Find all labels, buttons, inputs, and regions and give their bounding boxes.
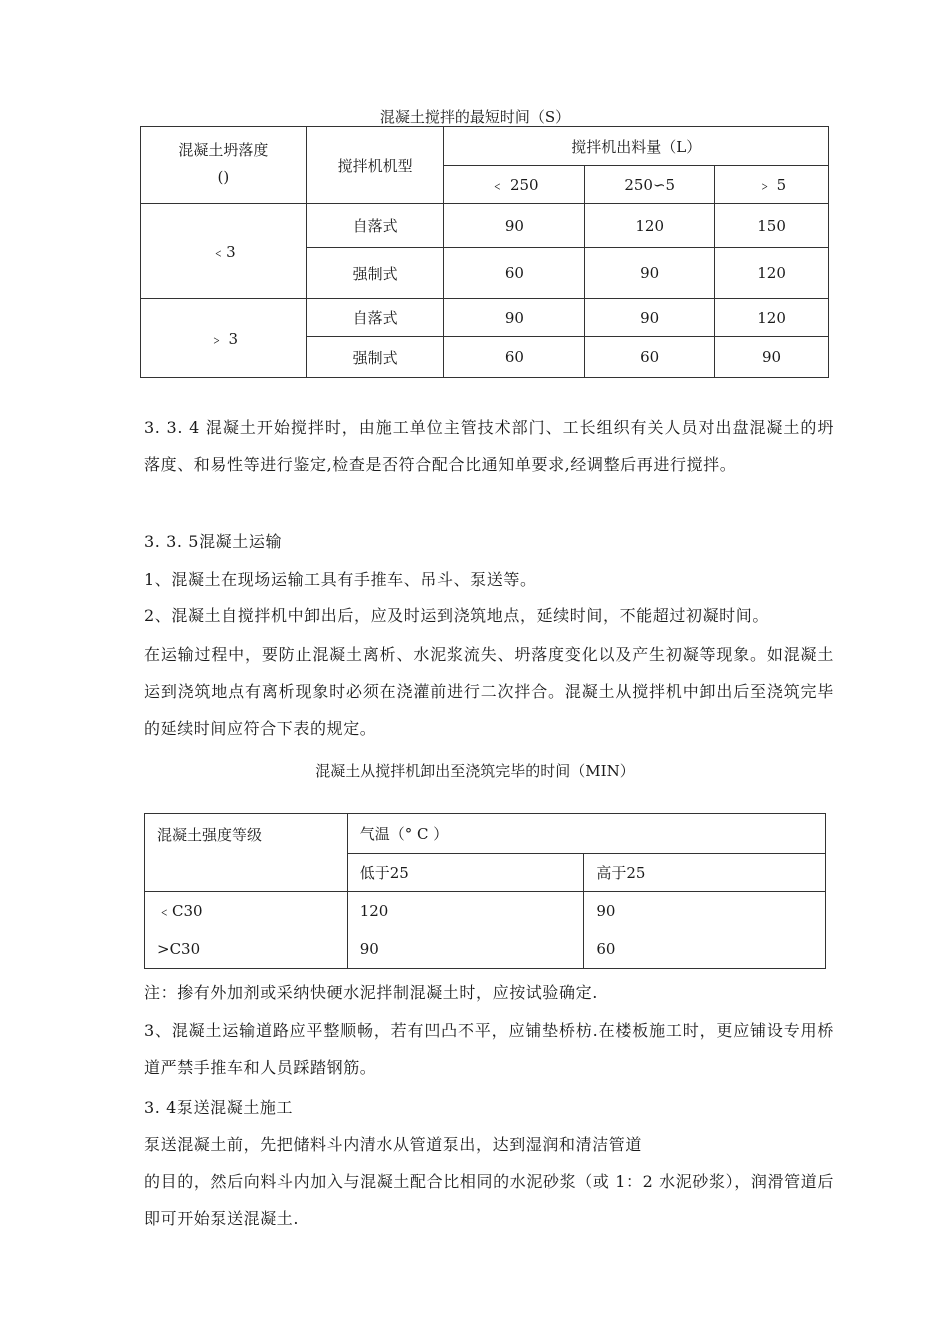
paragraph-transport: 在运输过程中，要防止混凝土离析、水泥浆流失、坍落度变化以及产生初凝等现象。如混凝土运到浇筑地点有离析现象时必须在浇灌前进行二次拌合。混凝土从搅拌机中卸出后至浇筑完毕的延续时间应符合下表的规定。: [144, 645, 834, 738]
header-col-c: ﹥ 5: [715, 166, 829, 204]
paragraph-pump-1: 泵送混凝土前，先把储料斗内清水从管道泵出，达到湿润和清洁管道: [144, 1135, 643, 1154]
paragraph-pump-2: 的目的，然后向料斗内加入与混凝土配合比相同的水泥砂浆（或 1：2 水泥砂浆），润滑管道后即可开始泵送混凝土.: [144, 1172, 834, 1228]
low-temp-cell: [347, 892, 584, 969]
header-slump-label: 混凝土坍落度: [178, 141, 269, 159]
table-row: [141, 299, 829, 337]
high-temp-row-2: 60: [596, 940, 616, 958]
value-cell: 120: [585, 204, 715, 248]
list-item-2: 2、混凝土自搅拌机中卸出后，应及时运到浇筑地点，延续时间，不能超过初凝时间。: [144, 606, 769, 625]
mixer-type-cell: 自落式: [306, 204, 444, 248]
table-row: [141, 204, 829, 248]
paragraph-3-3-4: 3. 3. 4 混凝土开始搅拌时，由施工单位主管技术部门、工长组织有关人员对出盘混凝土的坍落度、和易性等进行鉴定,检查是否符合配合比通知单要求,经调整后再进行搅拌。: [144, 418, 834, 474]
value-cell: 60: [585, 337, 715, 378]
high-temp-cell: [584, 892, 826, 969]
mixer-type-cell: 强制式: [306, 337, 444, 378]
header-temperature: 气温（° C ）: [347, 814, 825, 854]
low-temp-row-2: 90: [359, 940, 379, 958]
header-grade: 混凝土强度等级: [145, 814, 348, 892]
value-cell: 90: [444, 204, 585, 248]
table2-caption: 混凝土从搅拌机卸出至浇筑完毕的时间（MIN）: [315, 762, 635, 780]
header-output: 搅拌机出料量（L）: [444, 127, 829, 166]
table1-caption: 混凝土搅拌的最短时间（S）: [379, 108, 571, 126]
value-cell: 90: [585, 299, 715, 337]
note: 注：掺有外加剂或采纳快硬水泥拌制混凝土时，应按试验确定.: [144, 983, 598, 1002]
value-cell: 60: [444, 337, 585, 378]
pouring-time-table: [144, 813, 826, 969]
value-cell: 120: [715, 248, 829, 299]
high-temp-row-1: 90: [596, 902, 616, 920]
value-cell: 90: [715, 337, 829, 378]
value-cell: 90: [585, 248, 715, 299]
value-cell: 60: [444, 248, 585, 299]
value-cell: 120: [715, 299, 829, 337]
value-cell: 150: [715, 204, 829, 248]
low-temp-row-1: 120: [359, 902, 389, 920]
header-slump-unit: (): [217, 168, 230, 186]
header-col-a: ﹤ 250: [444, 166, 585, 204]
grade-row-2: >C30: [157, 940, 201, 958]
heading-3-4: 3. 4泵送混凝土施工: [144, 1098, 294, 1117]
header-below-25: 低于25: [347, 854, 584, 892]
header-mixer-type: 搅拌机机型: [306, 127, 444, 204]
list-item-3: 3、混凝土运输道路应平整顺畅，若有凹凸不平，应铺垫桥枋.在楼板施工时，更应铺设专用桥道严禁手推车和人员踩踏钢筋。: [144, 1021, 834, 1077]
slump-group-1: ﹤3: [141, 204, 307, 299]
list-item-1: 1、混凝土在现场运输工具有手推车、吊斗、泵送等。: [144, 570, 537, 589]
grade-cell: [145, 892, 348, 969]
mixing-time-table: [140, 126, 829, 378]
slump-group-2: ﹥ 3: [141, 299, 307, 378]
header-col-b: 250∽5: [585, 166, 715, 204]
mixer-type-cell: 强制式: [306, 248, 444, 299]
header-above-25: 高于25: [584, 854, 826, 892]
heading-3-3-5: 3. 3. 5混凝土运输: [144, 532, 283, 551]
header-slump: [141, 127, 307, 204]
value-cell: 90: [444, 299, 585, 337]
grade-row-1: ﹤C30: [157, 902, 203, 920]
mixer-type-cell: 自落式: [306, 299, 444, 337]
